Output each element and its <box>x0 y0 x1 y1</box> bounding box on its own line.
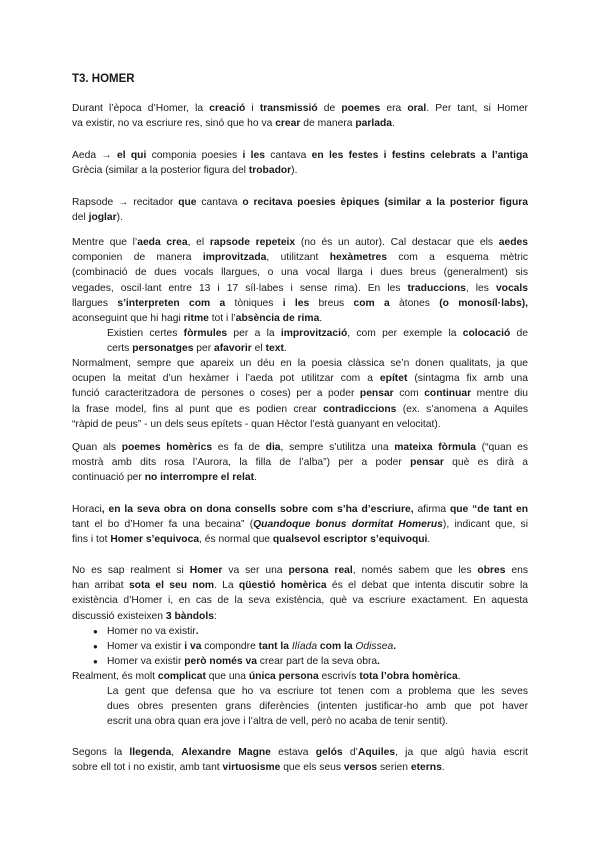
text-run: d’ <box>342 747 358 758</box>
text-run: per a la <box>227 328 281 339</box>
text-run: fins i tot <box>72 534 111 546</box>
text-run: Realment, és molt <box>72 671 158 682</box>
text-run: : <box>213 610 217 622</box>
text-run: . <box>391 118 395 130</box>
bold-text: no interrompre el relat <box>144 472 254 484</box>
bold-text: afavorir <box>214 343 252 355</box>
bold-text: sota el seu nom <box>128 580 215 592</box>
bullet-icon: ● <box>93 627 98 636</box>
text-run: Quan als <box>72 442 122 453</box>
text-run: Mentre que l’ <box>72 237 138 248</box>
bold-text: epítet <box>379 373 408 385</box>
bold-text: i les <box>237 150 271 161</box>
text-line <box>72 101 528 116</box>
bold-text: trobador <box>248 165 292 177</box>
bold-text: , en la seva obra on dona consells sobre com s’ha d’escriure, <box>101 504 418 515</box>
text-run: , les <box>465 282 496 294</box>
text-run: recitador <box>133 197 174 208</box>
text-run: . <box>457 671 461 682</box>
text-run: dues obres presenten grans diferències (intenten justificar-ho amb que pot haver <box>107 701 528 713</box>
bold-text: eterns <box>410 762 442 774</box>
text-line <box>72 195 528 210</box>
text-line <box>107 699 528 714</box>
text-line <box>72 669 528 684</box>
text-run: , el <box>187 237 210 248</box>
text-run: funció caracteritzadora de persones o coses) per a poder <box>72 388 360 400</box>
text-line <box>72 563 528 578</box>
bold-text: . <box>377 656 381 667</box>
text-run: existència d’Homer i, en cas de la seva existència, què va escriure exactament. En aquesta <box>72 595 528 607</box>
bold-text: gelós <box>315 747 343 758</box>
bold-text: persona real <box>288 565 353 576</box>
text-line <box>72 281 528 296</box>
bold-text: fòrmules <box>183 328 228 339</box>
text-run: componia poesies <box>151 150 238 161</box>
text-line <box>72 116 528 131</box>
text-run: ocupen la meitat d’un hexàmer i l’aeda pot utilitzar com a <box>72 373 380 385</box>
paragraph-horaci <box>72 502 528 548</box>
text-run: va ser una <box>222 565 289 576</box>
text-run: Rapsode <box>72 197 114 208</box>
text-run: va existir, no va escriure res, sinó que ho va <box>72 118 276 130</box>
paragraph-epithets <box>72 356 528 432</box>
text-run: , utilitzant <box>266 252 330 264</box>
text-line <box>72 609 528 624</box>
text-run: . La <box>214 580 239 592</box>
bold-text: que “de tant en <box>446 504 528 515</box>
text-line <box>72 402 528 417</box>
bold-text: transmissió <box>259 103 318 114</box>
text-run: (sintagma fix amb una <box>407 373 528 385</box>
text-run: per <box>193 343 215 355</box>
text-run: que els seus <box>280 762 344 774</box>
bold-text: poemes <box>341 103 381 114</box>
bold-text: ritme <box>183 313 209 325</box>
bold-text: absència de rima <box>235 313 320 325</box>
text-run: vegades, oscil·lant entre 13 i 17 síl·labes i sense rima). En les <box>72 282 408 294</box>
text-line <box>72 502 528 517</box>
text-run: mostrà amb dits rosa l’Aurora, la filla de l’alba”) per a poder <box>72 457 411 469</box>
text-run: La gent que defensa que ho va escriure tot tenen com a problema que les seves <box>107 686 528 697</box>
bold-text: qualsevol escriptor s’equivoqui <box>272 534 428 546</box>
text-run: (“quan es <box>476 442 528 453</box>
text-run: Normalment, sempre que apareix un déu en la poesia clàssica se’n donen qualitats, ja que <box>72 358 528 369</box>
text-run: breus <box>318 297 345 309</box>
indented-note-formulas <box>107 326 528 356</box>
bold-text: com la <box>317 641 356 652</box>
text-run: cantava <box>270 150 307 161</box>
bold-text: virtuosisme <box>222 762 281 774</box>
bold-text: creació <box>209 103 246 114</box>
bold-text: però només va <box>181 656 260 667</box>
text-run: què es dirà a <box>443 457 528 469</box>
text-run: del <box>72 212 89 224</box>
text-run: de <box>510 328 528 339</box>
text-line <box>72 745 528 760</box>
text-run: , sempre s’utilitza una <box>280 442 395 453</box>
bold-text: improvització <box>280 328 348 339</box>
bold-text: parlada <box>355 118 392 130</box>
text-line <box>72 250 528 265</box>
list-item-text <box>107 639 396 654</box>
text-run: , només sabem que les <box>352 565 478 576</box>
paragraph-homeric-question <box>72 563 528 624</box>
text-run: , <box>171 747 182 758</box>
text-line <box>72 593 528 608</box>
bold-text: i va <box>181 641 205 652</box>
text-run: la frase model, fins al punt que es podien crear <box>72 403 324 415</box>
text-run: Aeda <box>72 150 97 161</box>
text-run: ), indicant que, si <box>442 519 528 531</box>
paragraph-legend <box>72 745 528 775</box>
text-run: com a esquema mètric <box>386 252 529 264</box>
text-line <box>72 470 528 485</box>
text-line <box>72 517 528 532</box>
text-run: era <box>380 103 408 114</box>
italic-text: Ilíada <box>291 641 318 652</box>
text-run: de manera <box>300 118 356 130</box>
text-run: . <box>283 343 287 355</box>
paragraph-single-author <box>72 669 528 684</box>
bold-text: traduccions <box>407 282 466 294</box>
bold-text: Homer <box>189 565 223 576</box>
text-run: discussió existeixen <box>72 610 166 622</box>
text-line <box>72 455 528 470</box>
bold-text: qüestió homèrica <box>238 580 327 592</box>
bold-text: . <box>195 626 199 637</box>
text-run: “ràpid de peus” - un dels seus epítets - quan Hèctor l’està guanyant en velocitat). <box>72 418 441 430</box>
bold-text: hexàmetres <box>329 252 387 264</box>
text-run: sobre ell tot i no existir, amb tant <box>72 762 223 774</box>
text-line <box>72 265 528 280</box>
text-run: es fa de <box>212 442 266 453</box>
list-item-text <box>107 624 199 639</box>
bold-text: pensar <box>410 457 444 469</box>
text-line <box>107 341 528 356</box>
text-run: mentre diu <box>471 388 528 400</box>
text-run: Existien certes <box>107 328 184 339</box>
bold-text: personatges <box>132 343 194 355</box>
bold-text: improvitzada <box>202 252 267 264</box>
bold-text: única persona <box>248 671 319 682</box>
indented-note-differences <box>107 684 528 730</box>
text-run: tòniques <box>234 297 274 309</box>
bullet-icon: ● <box>93 657 98 666</box>
paragraph-aeda <box>72 148 528 178</box>
text-line <box>72 417 528 432</box>
bold-text: s’interpreten com a <box>108 297 235 309</box>
text-run: , és normal que <box>199 534 273 546</box>
bold-text: llegenda <box>129 747 172 758</box>
text-line <box>72 371 528 386</box>
text-run: que una <box>205 671 249 682</box>
bullet-icon: ● <box>93 642 98 651</box>
bold-text: o recitava poesies èpiques (similar a la posterior figura <box>237 197 528 208</box>
bold-text: 3 bàndols <box>165 610 214 622</box>
text-run: (ex. s’anomena a Aquiles <box>396 403 529 415</box>
text-run: (combinació de dues vocals llargues, o una vocal llarga i dues breus (generalment) sis <box>72 267 528 279</box>
text-run: escrit una obra quan era jove i l’altra de vell, però no acaba de tenir sentit). <box>107 716 449 728</box>
text-run: ). <box>116 212 123 224</box>
list-item-text <box>107 654 380 669</box>
text-run: de <box>317 103 342 114</box>
bold-text: (o monosíl·labs), <box>429 297 528 309</box>
text-run: afirma <box>417 504 447 515</box>
text-run: tant el bo d’Homer fa una becaina” ( <box>72 519 254 531</box>
bold-text: . <box>393 641 397 652</box>
text-run: Homer va existir <box>107 641 182 652</box>
bold-text: → <box>113 197 134 208</box>
bold-text: obres <box>477 565 506 576</box>
text-run: Horaci <box>72 504 102 515</box>
text-run: llargues <box>72 297 109 309</box>
bold-text: continuar <box>424 388 472 400</box>
text-run: tot i l’ <box>208 313 236 325</box>
text-line <box>72 296 528 311</box>
text-line <box>72 163 528 178</box>
text-run: ens <box>505 565 528 576</box>
text-run: serien <box>377 762 411 774</box>
text-line <box>72 356 528 371</box>
text-run: . <box>441 762 445 774</box>
bold-text: tota l’obra homèrica <box>359 671 458 682</box>
text-run: àtones <box>398 297 430 309</box>
bold-text: Aquiles <box>357 747 396 758</box>
bold-text: pensar <box>359 388 394 400</box>
text-run: (no és un autor). Cal destacar que els <box>295 237 499 248</box>
text-line <box>72 210 528 225</box>
bold-text: oral <box>407 103 427 114</box>
text-line <box>107 326 528 341</box>
text-run: . <box>427 534 431 546</box>
bold-text: tant la <box>255 641 292 652</box>
bold-text: en les festes i festins celebrats a l’antiga <box>306 150 528 161</box>
text-line <box>72 148 528 163</box>
text-run: Grècia (similar a la posterior figura del <box>72 165 249 177</box>
text-line <box>72 311 528 326</box>
text-line <box>72 440 528 455</box>
paragraph-oral-tradition <box>72 101 528 131</box>
text-run: Homer no va existir <box>107 626 196 637</box>
text-run: han arribat <box>72 580 129 592</box>
text-run: certs <box>107 343 133 355</box>
text-run: continuació per <box>72 472 145 484</box>
text-line <box>107 714 528 729</box>
bold-text: complicat <box>157 671 206 682</box>
text-run: com <box>393 388 425 400</box>
bold-text: que <box>173 197 202 208</box>
text-line <box>107 684 528 699</box>
text-run: aconseguint que hi hagi <box>72 313 184 325</box>
bold-text: joglar <box>88 212 117 224</box>
text-run: . <box>254 472 257 484</box>
bold-text: contradiccions <box>323 403 397 415</box>
bold-text: poemes homèrics <box>121 442 213 453</box>
italic-text: Odissea <box>355 641 394 652</box>
bold-text: crear <box>275 118 301 130</box>
text-run: , com per exemple la <box>347 328 463 339</box>
text-run: i <box>245 103 260 114</box>
text-run: crear part de la seva obra <box>259 656 378 667</box>
text-line <box>72 235 528 250</box>
bold-text: com a <box>344 297 399 309</box>
text-run: , ja que algú havia escrit <box>395 747 528 758</box>
bold-text: i les <box>273 297 319 309</box>
bold-text: colocació <box>462 328 511 339</box>
text-line <box>72 578 528 593</box>
text-run: cantava <box>201 197 238 208</box>
text-run: Homer va existir <box>107 656 182 667</box>
bold-text: vocals <box>495 282 528 294</box>
bold-text: rapsode repeteix <box>209 237 296 248</box>
paragraph-rapsode <box>72 195 528 225</box>
bold-text: text <box>265 343 284 355</box>
bold-text: aedes <box>498 237 528 248</box>
text-run: Durant l’època d’Homer, la <box>72 103 210 114</box>
bold-text: → el qui <box>96 150 152 161</box>
bold-text: mateixa fòrmula <box>394 442 476 453</box>
text-run: el <box>251 343 266 355</box>
text-run: componien de manera <box>72 252 203 264</box>
text-line <box>72 532 528 547</box>
text-run: No es sap realment si <box>72 565 190 576</box>
bold-text: Homer s’equivoca <box>110 534 200 546</box>
text-run: . Per tant, si Homer <box>426 103 528 114</box>
bold-text: aeda crea <box>137 237 188 248</box>
text-run: Segons la <box>72 747 130 758</box>
text-line <box>72 760 528 775</box>
paragraph-aeda-vs-rapsode <box>72 235 528 326</box>
text-run: ). <box>291 165 298 177</box>
bold-text: versos <box>343 762 378 774</box>
text-run: . <box>319 313 323 325</box>
bold-italic-text: Quandoque bonus dormitat Homerus <box>253 519 443 531</box>
text-run: compondre <box>204 641 256 652</box>
page-title: T3. HOMER <box>72 73 135 85</box>
text-run: és el debat que intenta discutir sobre la <box>326 580 529 592</box>
bold-text: Alexandre Magne <box>181 747 271 758</box>
text-line <box>72 386 528 401</box>
text-run: estava <box>270 747 316 758</box>
text-run: escrivís <box>318 671 360 682</box>
paragraph-formula-dawn <box>72 440 528 486</box>
bold-text: dia <box>265 442 281 453</box>
